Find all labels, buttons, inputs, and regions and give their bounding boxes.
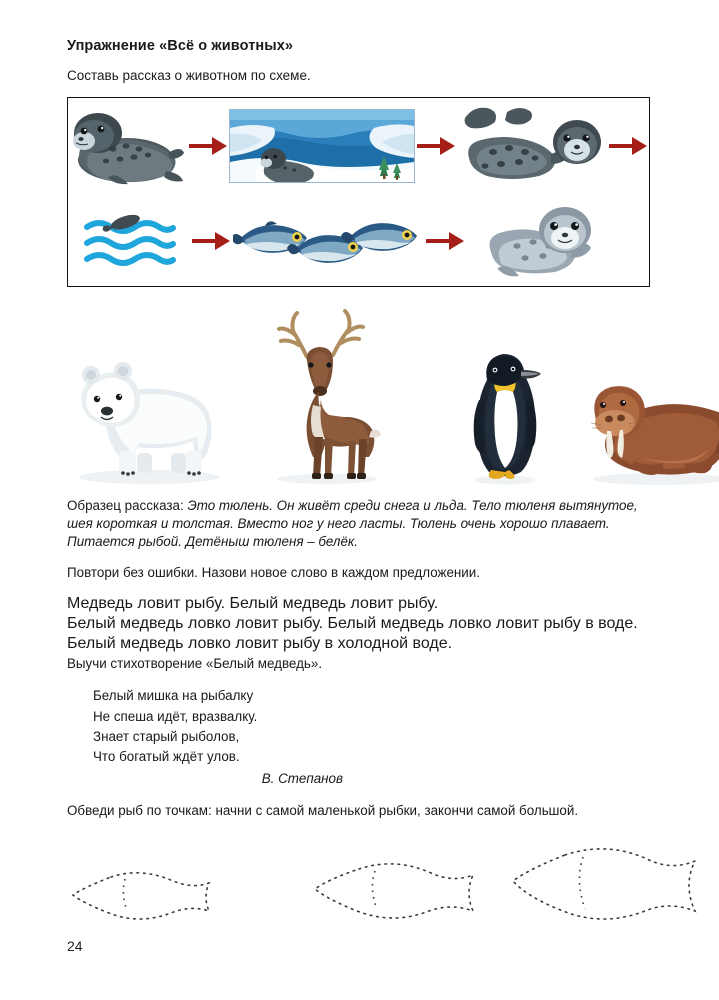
large-dotted-fish[interactable] [507,839,707,939]
repeat-lines [67,595,652,653]
swimming-waves-icon [68,195,190,287]
arrow-right-icon [424,230,466,252]
story-scheme-box [67,97,650,287]
seal-pup-image [466,195,616,287]
snow-ice-landscape-image [229,100,416,192]
reindeer-image [263,305,391,485]
repeat-instruction: Повтори без ошибки. Назови новое слово в каждом предложении. [67,565,480,581]
arrow-right-icon [187,135,229,157]
page-content [67,38,652,933]
arrow-right-icon [607,135,649,157]
poem-instruction: Выучи стихотворение «Белый медведь». [67,656,323,672]
repeat-line: Медведь ловит рыбу. Белый медведь ловит рыбу. [67,595,439,613]
repeat-line: Белый медведь ловко ловит рыбу. Белый медведь ловко ловит рыбу в воде. [67,615,638,633]
page-number: 24 [67,938,83,954]
small-dotted-fish[interactable] [63,859,233,929]
polar-bear-image [67,355,232,485]
poem-author: В. Степанов [261,770,343,786]
poem-line: Что богатый ждёт улов. [93,748,240,764]
poem-line: Знает старый рыболов, [93,728,240,744]
seal-adult-image [68,100,187,192]
penguin-image [465,340,545,485]
sample-story [67,497,652,551]
scheme-row-2 [68,193,649,288]
poem-block [93,686,652,789]
arrow-right-icon [415,135,457,157]
repeat-line: Белый медведь ловко ловит рыбу в холодной воде. [67,635,453,653]
seal-body-parts-image [457,100,603,192]
medium-dotted-fish[interactable] [307,851,497,931]
trace-task-instruction: Обведи рыб по точкам: начни с самой маленькой рыбки, закончи самой большой. [67,803,579,819]
dotted-fish-row [67,833,652,933]
page-subtitle: Составь рассказ о животном по схеме. [67,68,311,83]
page-title: Упражнение «Всё о животных» [67,38,294,54]
sample-story-text: Это тюлень. Он живёт среди снега и льда. Тело тюленя вытянутое, шея короткая и толстая. Вместо ног у него ласты. Тюлень очень хорошо плавает. Питается рыбой. Детёныш тюленя – белёк. [67,498,638,550]
sample-story-label: Образец рассказа: [67,498,184,513]
poem-line: Белый мишка на рыбалку [93,688,254,704]
fish-group-image [232,195,424,287]
walrus-image [579,365,719,485]
poem-line: Не спеша идёт, вразвалку. [93,708,258,724]
scheme-row-1 [68,98,649,193]
animals-row [67,305,652,485]
arrow-right-icon [190,230,232,252]
